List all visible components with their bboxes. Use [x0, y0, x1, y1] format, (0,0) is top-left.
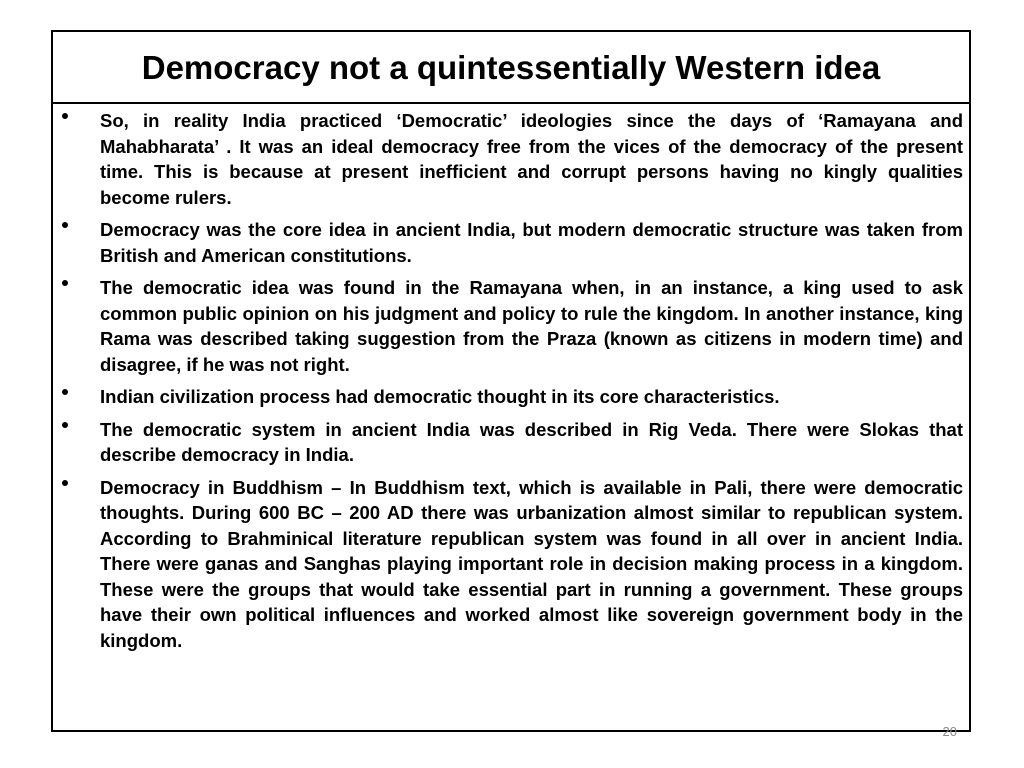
bullet-icon: [59, 219, 71, 231]
slide-frame: [51, 30, 971, 739]
bullet-icon: [59, 277, 71, 289]
page-number: 20: [942, 724, 957, 739]
bullet-item: [53, 108, 969, 210]
bullet-item: [53, 217, 969, 268]
bullet-item: [53, 384, 969, 410]
bullet-text: The democratic idea was found in the Ramayana when, in an instance, a king used to ask common public opinion on his judgment and policy to rule the kingdom. In another instance, king Rama was described taking suggestion from the Praza (known as citizens in modern time) and disagree, if he was not right.: [100, 277, 963, 375]
bullet-icon: [59, 110, 71, 122]
bullet-text: So, in reality India practiced ‘Democratic’ ideologies since the days of ‘Ramayana and Mahabharata’ . It was an ideal democracy free from the vices of the democracy of the present time. This is because at present inefficient and corrupt persons having no kingly qualities become rulers.: [100, 110, 963, 208]
bullet-item: [53, 417, 969, 468]
bullet-icon: [59, 419, 71, 431]
bullet-text: Indian civilization process had democratic thought in its core characteristics.: [100, 386, 780, 407]
bullet-icon: [59, 386, 71, 398]
bullet-list: [53, 108, 969, 660]
bullet-text: Democracy in Buddhism – In Buddhism text, which is available in Pali, there were democratic thoughts. During 600 BC – 200 AD there was urbanization almost similar to republican system. According to Brahminical literature republican system was found in all over in ancient India. There were ganas and Sanghas playing important role in decision making process in a kingdom. These were the groups that would take essential part in running a government. These groups have their own political influences and worked almost like sovereign government body in the kingdom.: [100, 476, 963, 651]
slide-title: Democracy not a quintessentially Western idea: [141, 48, 881, 86]
bullet-item: [53, 475, 969, 654]
title-divider: [53, 102, 969, 104]
bullet-text: Democracy was the core idea in ancient India, but modern democratic structure was taken from British and American constitutions.: [100, 219, 963, 266]
bullet-icon: [59, 477, 71, 489]
bullet-text: The democratic system in ancient India was described in Rig Veda. There were Slokas that describe democracy in India.: [100, 418, 963, 465]
bullet-item: [53, 275, 969, 377]
title-box: [53, 32, 969, 102]
